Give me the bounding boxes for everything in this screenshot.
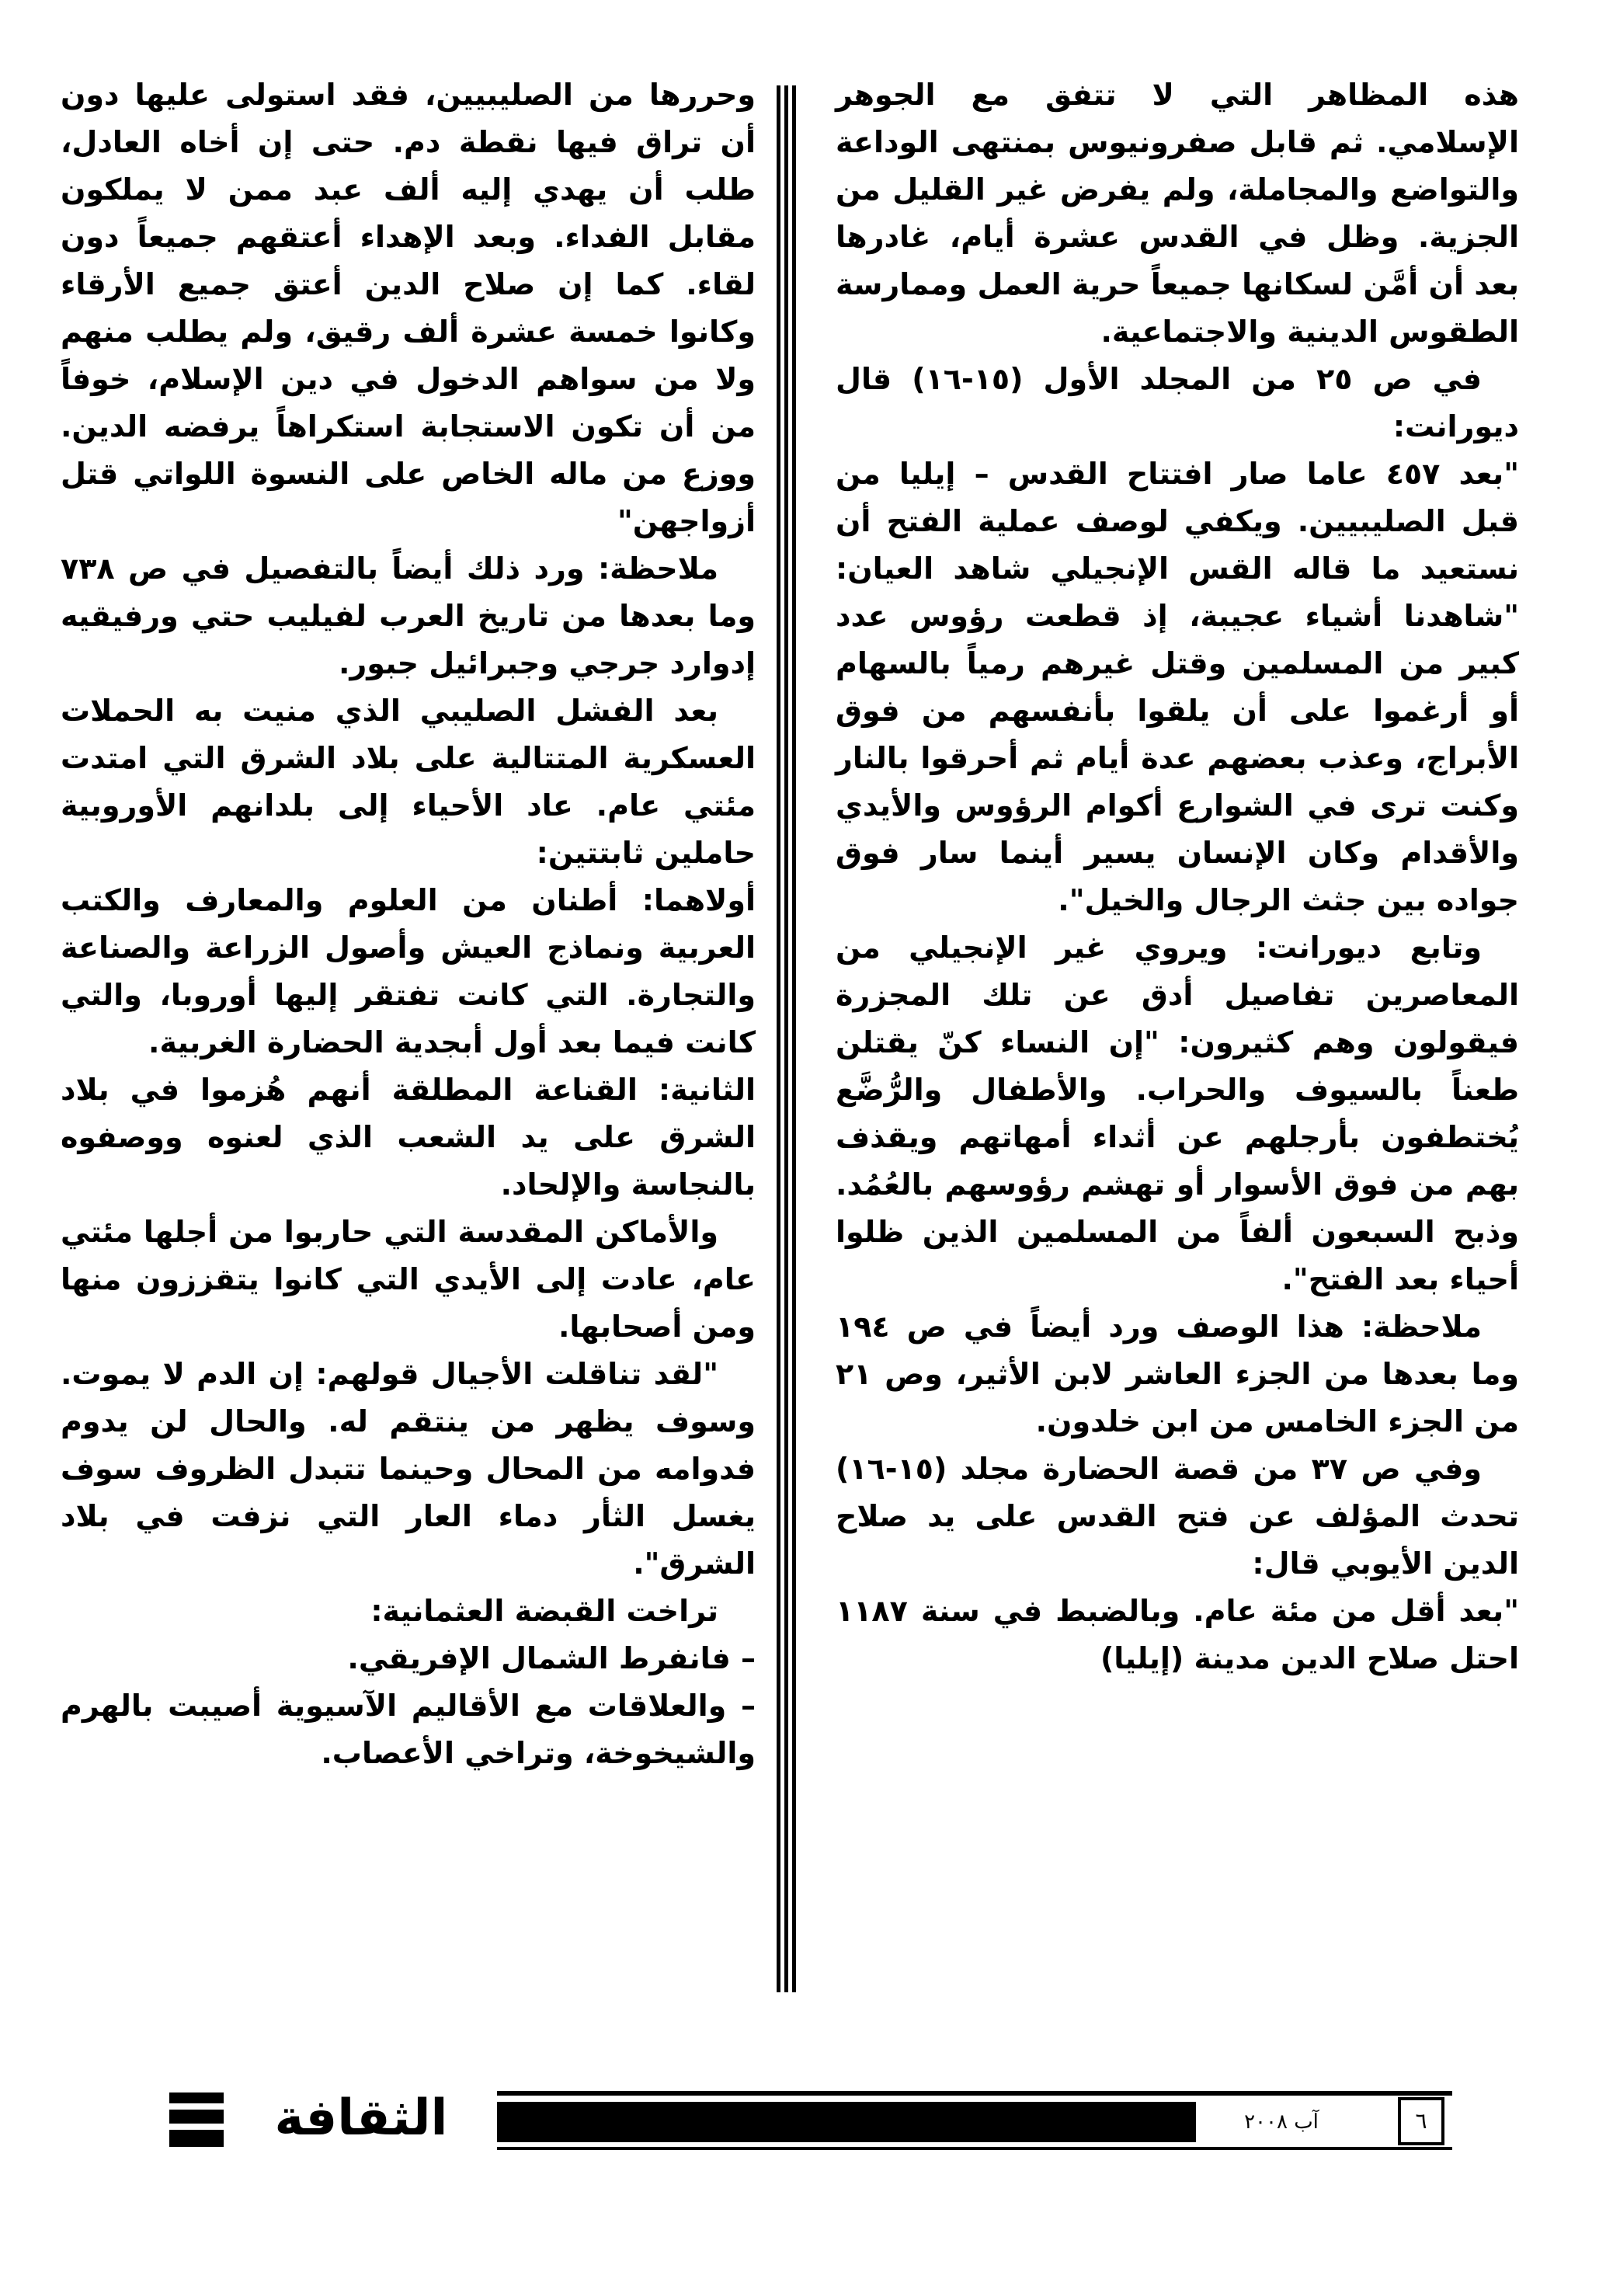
paragraph: تراخت القبضة العثمانية: (370, 1594, 718, 1628)
paragraph: ملاحظة: ورد ذلك أيضاً بالتفصيل في ص ٧٣٨ وما بعدها من تاريخ العرب لفيليب حتي ورفيقيه إدوارد جرجي وجبرائيل جبور. (61, 551, 756, 680)
page-number: ٦ (1398, 2097, 1444, 2145)
masthead-logo: الثقافة (274, 2089, 448, 2147)
list-item: – فانفرط الشمال الإفريقي. (347, 1641, 756, 1675)
right-column (836, 71, 1519, 1682)
paragraph: أولاهما: أطنان من العلوم والمعارف والكتب العربية ونماذج العيش وأصول الزراعة والصناعة والتجارة. التي كانت تفتقر إليها أوروبا، والتي كانت فيما بعد أول أبجدية الحضارة الغربية. (61, 883, 756, 1059)
paragraph: والأماكن المقدسة التي حاربوا من أجلها مئتي عام، عادت إلى الأيدي التي كانوا يتقززون منها ومن أصحابها. (61, 1215, 756, 1344)
footer-rule-bottom (497, 2147, 1452, 2150)
paragraph: الثانية: القناعة المطلقة أنهم هُزموا في بلاد الشرق على يد الشعب الذي لعنوه ووصفوه بالنجاسة والإلحاد. (61, 1073, 756, 1202)
paragraph: وحررها من الصليبيين، فقد استولى عليها دون أن تراق فيها نقطة دم. حتى إن أخاه العادل، طلب أن يهدي إليه ألف عبد ممن لا يملكون مقابل الفداء. وبعد الإهداء أعتقهم جميعاً دون لقاء. كما إن صلاح الدين أعتق جميع الأرقاء وكانوا خمسة عشرة ألف رقيق، ولم يطلب منهم ولا من سواهم الدخول في دين الإسلام، خوفاً من أن تكون الاستجابة استكراهاً يرفضه الدين. ووزع من ماله الخاص على النسوة اللواتي قتل أزواجهن" (61, 78, 756, 538)
paragraph: ملاحظة: هذا الوصف ورد أيضاً في ص ١٩٤ وما بعدها من الجزء العاشر لابن الأثير، وص ٢١ من الجزء الخامس من ابن خلدون. (836, 1310, 1519, 1438)
paragraph: "بعد ٤٥٧ عاما صار افتتاح القدس – إيليا من قبل الصليبيين. ويكفي لوصف عملية الفتح أن نستعيد ما قاله القس الإنجيلي شاهد العيان: "شاهدنا أشياء عجيبة، إذ قطعت رؤوس عدد كبير من المسلمين وقتل غيرهم رمياً بالسهام أو أرغموا على أن يلقوا بأنفسهم من فوق الأبراج، وعذب بعضهم عدة أيام ثم أحرقوا بالنار وكنت ترى في الشوارع أكوام الرؤوس والأيدي والأقدام وكان الإنسان يسير أينما سار فوق جواده بين جثث الرجال والخيل". (836, 457, 1519, 917)
paragraph: في ص ٢٥ من المجلد الأول (١٥-١٦) قال ديورانت: (836, 362, 1519, 444)
list-item: – والعلاقات مع الأقاليم الآسيوية أصيبت بالهرم والشيخوخة، وتراخي الأعصاب. (61, 1689, 756, 1770)
left-column (61, 71, 756, 1777)
paragraph: بعد الفشل الصليبي الذي منيت به الحملات العسكرية المتتالية على بلاد الشرق التي امتدت مئتي عام. عاد الأحياء إلى بلدانهم الأوروبية حاملين ثابتتين: (61, 694, 756, 870)
footer-rule-thick (497, 2102, 1196, 2142)
paragraph: هذه المظاهر التي لا تتفق مع الجوهر الإسلامي. ثم قابل صفرونيوس بمنتهى الوداعة والتواضع والمجاملة، ولم يفرض غير القليل من الجزية. وظل في القدس عشرة أيام، غادرها بعد أن أمَّن لسكانها جميعاً حرية العمل وممارسة الطقوس الدينية والاجتماعية. (836, 78, 1519, 349)
paragraph: "بعد أقل من مئة عام. وبالضبط في سنة ١١٨٧ احتل صلاح الدين مدينة (إيليا) (836, 1594, 1519, 1675)
footer-rule-left-bot (169, 2130, 224, 2147)
footer-rule-left-top (169, 2092, 224, 2103)
column-divider (777, 85, 803, 1992)
footer-rule-top (497, 2091, 1452, 2096)
paragraph: وفي ص ٣٧ من قصة الحضارة مجلد (١٥-١٦) تحدث المؤلف عن فتح القدس على يد صلاح الدين الأيوبي قال: (836, 1452, 1519, 1581)
paragraph: "لقد تناقلت الأجيال قولهم: إن الدم لا يموت. وسوف يظهر من ينتقم له. والحال لن يدوم فدوامه من المحال وحينما تتبدل الظروف سوف يغسل الثأر دماء العار التي نزفت في بلاد الشرق". (61, 1357, 756, 1581)
footer-rule-left-mid (169, 2110, 224, 2124)
paragraph: وتابع ديورانت: ويروي غير الإنجيلي من المعاصرين تفاصيل أدق عن تلك المجزرة فيقولون وهم كثيرون: "إن النساء كنّ يقتلن طعناً بالسيوف والحراب. والأطفال والرُّضَّع يُختطفون بأرجلهم عن أثداء أمهاتهم ويقذف بهم من فوق الأسوار أو تهشم رؤوسهم بالعُمُد. وذبح السبعون ألفاً من المسلمين الذين ظلوا أحياء بعد الفتح". (836, 931, 1519, 1296)
issue-date: آب ٢٠٠٨ (1244, 2110, 1319, 2134)
